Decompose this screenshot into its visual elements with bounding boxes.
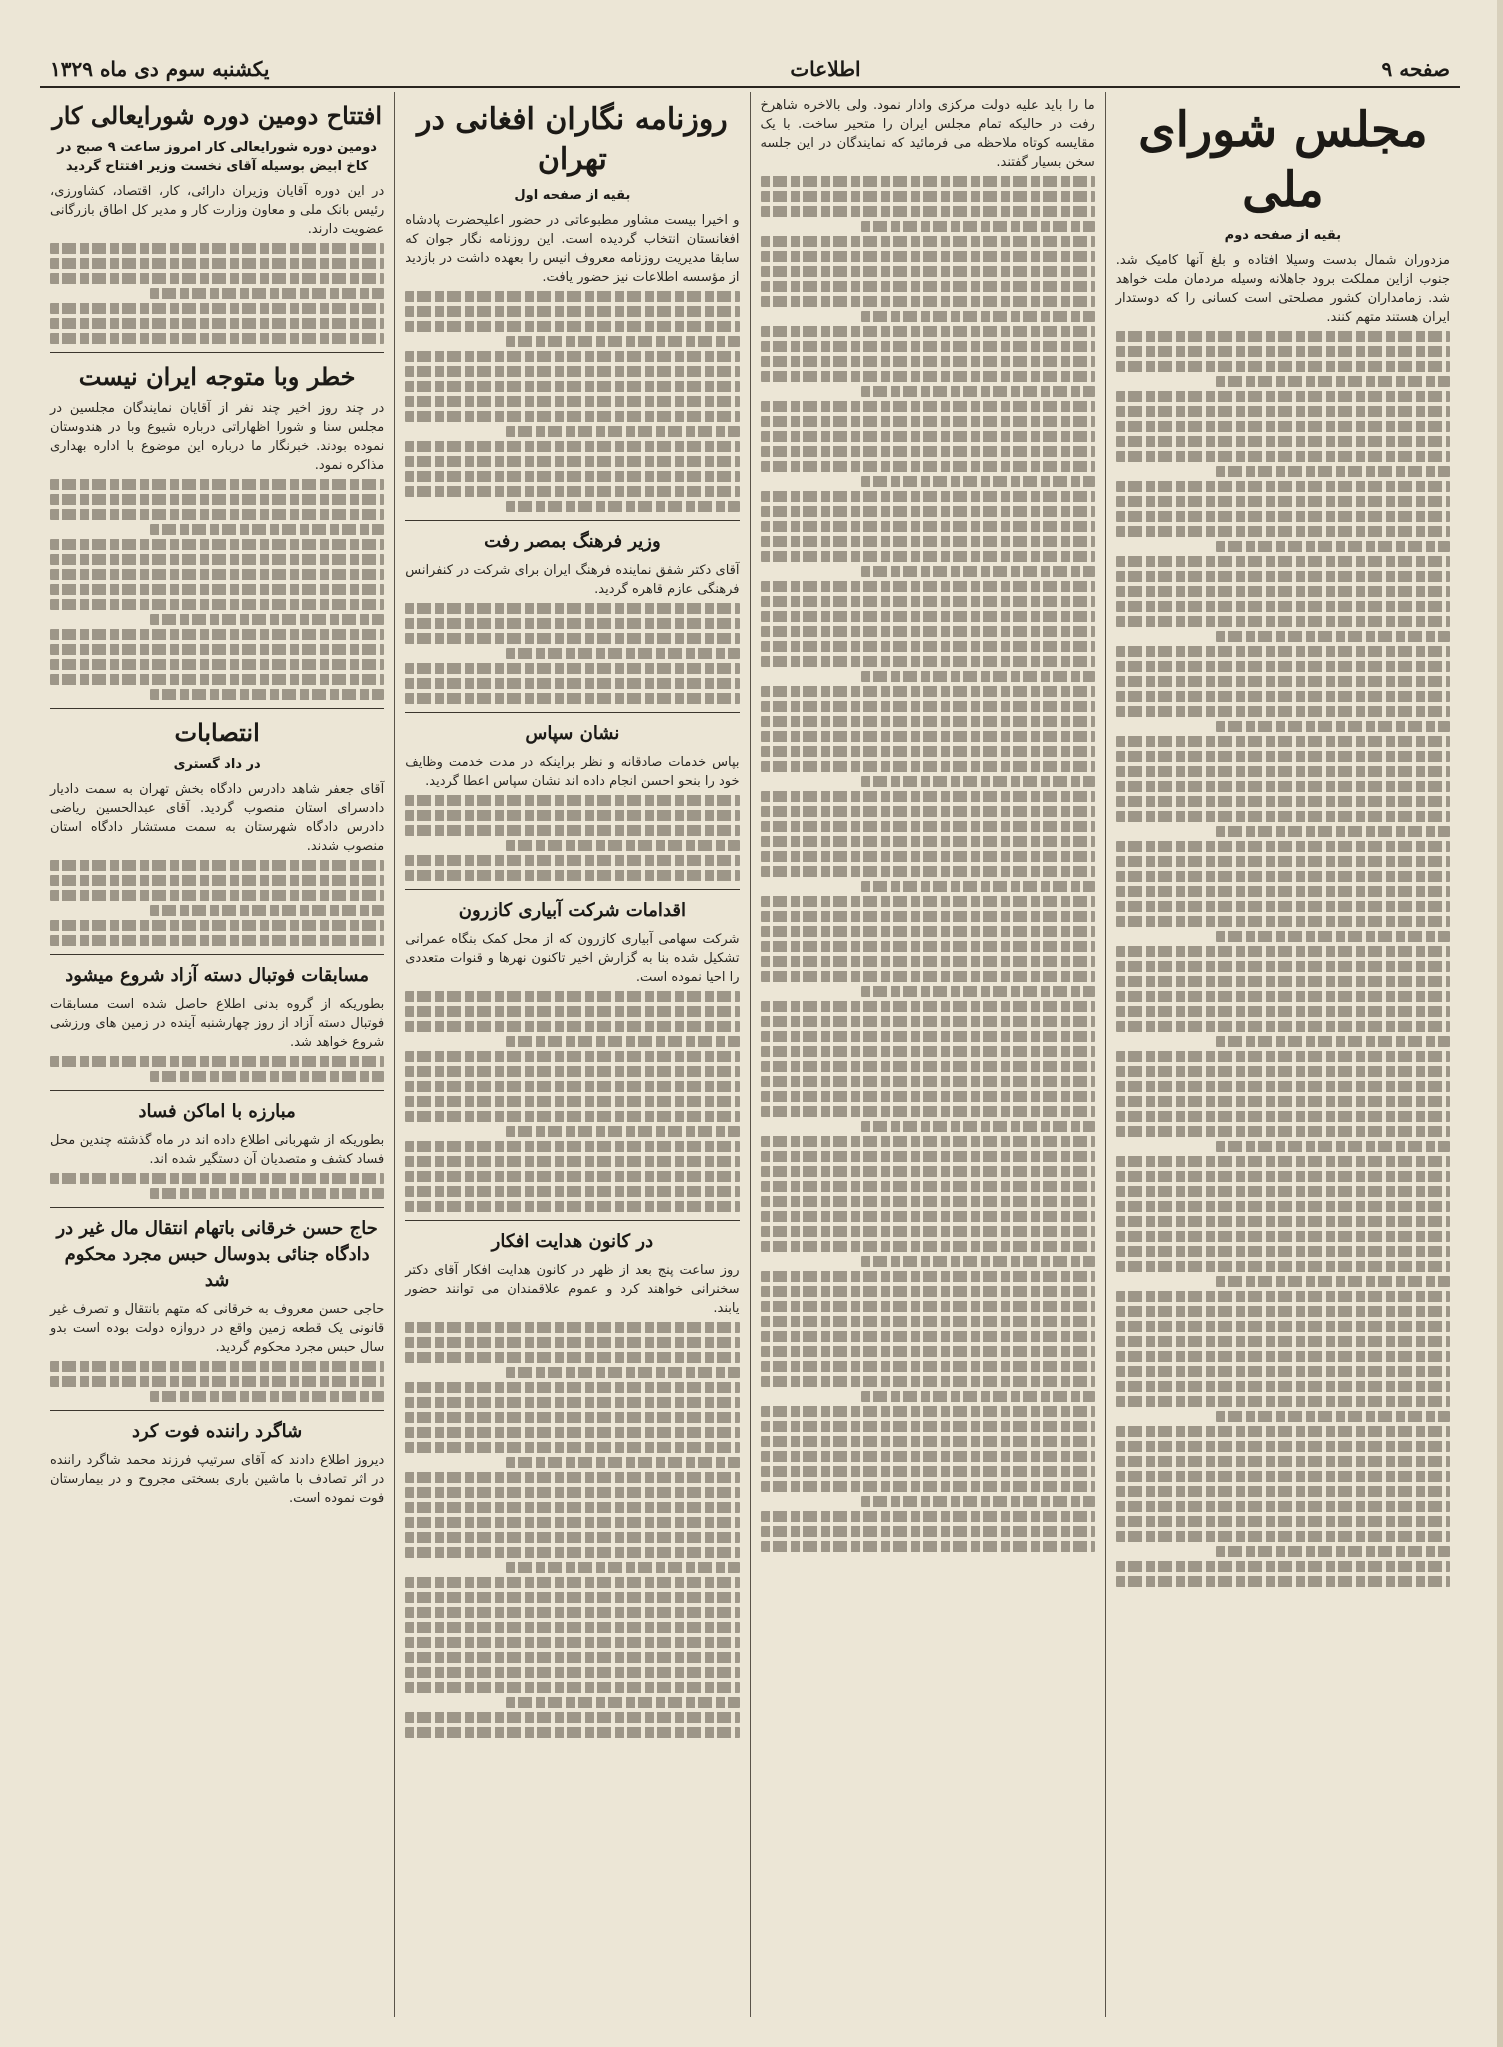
column-4 bbox=[40, 92, 394, 2017]
article-culture-minister: آقای دکتر شفق نماینده فرهنگ ایران برای شرکت در کنفرانس فرهنگی عازم قاهره گردید. bbox=[405, 563, 740, 597]
headline-appointments: انتصابات bbox=[174, 718, 260, 747]
headline-culture-minister: وزیر فرهنگ بمصر رفت bbox=[484, 531, 661, 552]
headline-driver-assistant: شاگرد راننده فوت کرد bbox=[131, 1421, 303, 1442]
column-3 bbox=[394, 92, 749, 2017]
headline-kazerun-irrigation: اقدامات شرکت آبیاری کازرون bbox=[458, 900, 686, 921]
page-edge bbox=[1497, 0, 1503, 2047]
issue-date: یکشنبه سوم دی ماه ۱۳۲۹ bbox=[50, 57, 270, 81]
columns bbox=[40, 92, 1460, 2017]
headline-football: مسابقات فوتبال دسته آزاد شروع میشود bbox=[65, 965, 369, 986]
subhead-judiciary: در داد گستری bbox=[173, 757, 261, 772]
article-corruption: بطوریکه از شهربانی اطلاع داده اند در ماه گذشته چندین محل فساد کشف و متصدیان آن دستگیر شده اند. bbox=[50, 1133, 385, 1167]
headline-labor-council: افتتاح دومین دوره شورایعالی کار bbox=[52, 101, 383, 130]
page-number: صفحه ۹ bbox=[1381, 57, 1450, 81]
article-ideas-center: روز ساعت پنج بعد از ظهر در کانون هدایت افکار آقای دکتر سخنرانی خواهند کرد و عموم علاقمندان می توانند حضور یابند. bbox=[405, 1263, 740, 1316]
article-afghan: و اخیرا بیست مشاور مطبوعاتی در حضور اعلیحضرت پادشاه افغانستان انتخاب گردیده است. این روزنامه نگار جوان که سابقا مدیریت روزنامه معروف انیس را بعهده داشت در بازدید از مؤسسه اطلاعات نیز حضور یافت. bbox=[405, 213, 740, 285]
masthead bbox=[40, 52, 1460, 88]
headline-corruption: مبارزه با اماکن فساد bbox=[138, 1101, 296, 1122]
headline-majlis: مجلس شورای ملی bbox=[1138, 102, 1428, 218]
headline-medal: نشان سپاس bbox=[525, 723, 620, 744]
headline-ideas-center: در کانون هدایت افکار bbox=[491, 1231, 654, 1252]
article-continued: ما را باید علیه دولت مرکزی وادار نمود. ولی بالاخره شاهرخ رفت در حالیکه تمام مجلس ایران را متحیر ساخت. با یک مقایسه کوتاه ملاحظه می فرمائید که نمایندگان در این جلسه سخن بسیار گفتند. bbox=[760, 98, 1095, 170]
article-medal: بپاس خدمات صادقانه و نظر براینکه در مدت خدمت وظایف خود را بنحو احسن انجام داده اند نشان سپاس اعطا گردید. bbox=[405, 755, 740, 789]
paper-title: اطلاعات bbox=[790, 57, 861, 81]
headline-cholera: خطر وبا متوجه ایران نیست bbox=[78, 362, 356, 391]
article-majlis: مزدوران شمال بدست وسیلا افتاده و بلغ آنها کامیک شد. جنوب ازاین مملکت برود جاهلانه وسیله مردمان ملت خواهد شد. زمامداران کشور مصلحتی است کسانی را که دوستدار ایران هستند متهم کنند. bbox=[1115, 253, 1450, 325]
article-kharaqani: حاجی حسن معروف به خرقانی که متهم بانتقال و تصرف غیر قانونی یک قطعه زمین واقع در دروازه دولت بوده است بدو سال حبس مجرد محکوم گردید. bbox=[50, 1302, 385, 1355]
article-football: بطوریکه از گروه بدنی اطلاع حاصل شده است مسابقات فوتبال دسته آزاد از روز چهارشنبه آینده در زمین های ورزشی شروع خواهد شد. bbox=[50, 997, 385, 1050]
article-cholera: در چند روز اخیر چند نفر از آقایان نمایندگان مجلسین در مجلس سنا و شورا اظهاراتی درباره شیوع وبا در هندوستان نموده بودند. خبرنگار ما درباره این موضوع با اداره بهداری مذاکره نمود. bbox=[50, 401, 385, 473]
article-appointments: آقای جعفر شاهد دادرس دادگاه بخش تهران به سمت دادیار دادسرای استان منصوب گردید. آقای عبدالحسین ریاضی دادرس دادگاه شهرستان به سمت مستشار دادگاه استان منصوب شدند. bbox=[50, 782, 385, 854]
column-1 bbox=[1105, 92, 1460, 2017]
subhead-labor-council: دومین دوره شورایعالی کار امروز ساعت ۹ صبح در کاخ ابیض بوسیله آقای نخست وزیر افتتاح گردید bbox=[57, 140, 377, 174]
headline-afghan-journalists: روزنامه نگاران افغانی در تهران bbox=[416, 102, 728, 177]
headline-kharaqani: حاج حسن خرقانی باتهام انتقال مال غیر در دادگاه جنائی بدوسال حبس مجرد محکوم شد bbox=[56, 1218, 378, 1291]
article-labor-council: در این دوره آقایان وزیران دارائی، کار، اقتصاد، کشاورزی، رئیس بانک ملی و معاون وزارت کار و مدیر کل اطاق بازرگانی عضویت دارند. bbox=[50, 184, 385, 237]
column-2 bbox=[750, 92, 1105, 2017]
subhead-majlis: بقیه از صفحه دوم bbox=[1224, 228, 1342, 243]
article-driver-assistant: دیروز اطلاع دادند که آقای سرتیپ فرزند محمد شاگرد راننده در اثر تصادف با ماشین باری بسختی مجروح و در بیمارستان فوت نموده است. bbox=[50, 1453, 385, 1506]
subhead-afghan: بقیه از صفحه اول bbox=[514, 188, 631, 203]
article-kazerun: شرکت سهامی آبیاری کازرون که از محل کمک بنگاه عمرانی تشکیل شده بنا به گزارش اخیر تاکنون نهرها و قنوات متعددی را احیا نموده است. bbox=[405, 932, 740, 985]
